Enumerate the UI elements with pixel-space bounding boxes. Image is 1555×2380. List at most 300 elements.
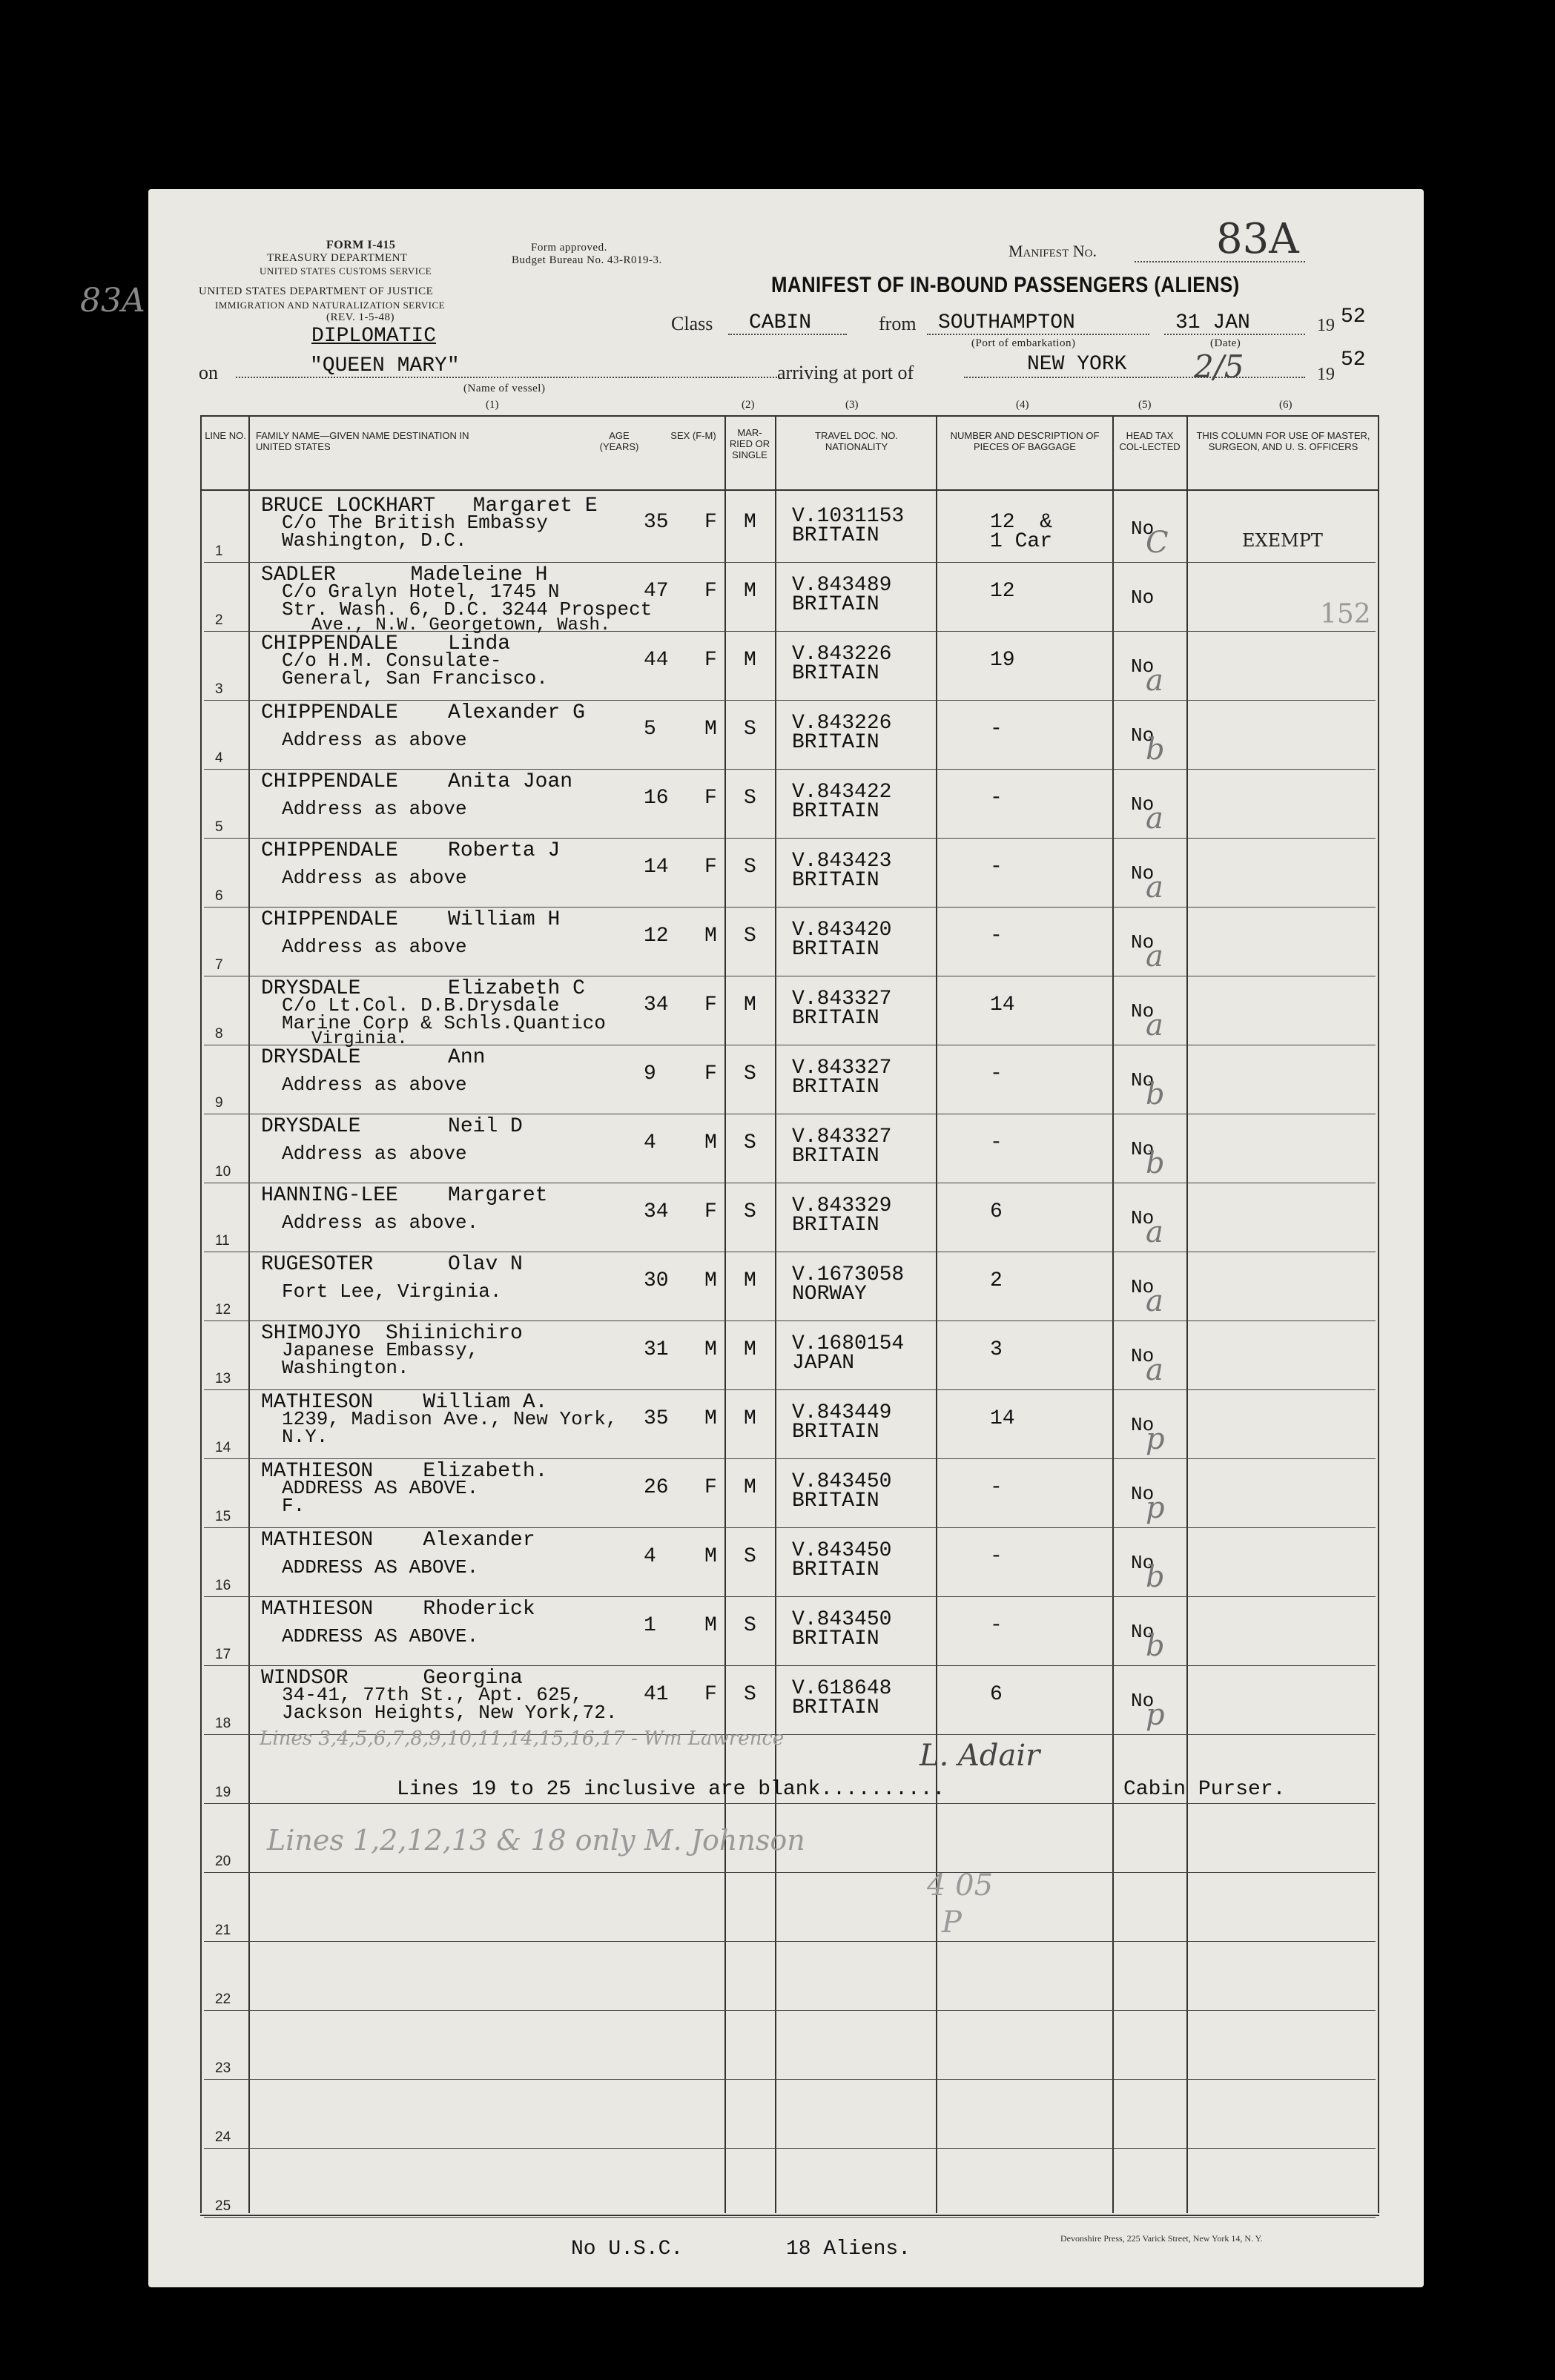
travel-doc-number: V.843420 (792, 919, 892, 942)
class-label: Class (671, 313, 713, 334)
destination-address: C/o The British Embassy (282, 512, 548, 534)
row-rule (204, 2079, 1376, 2080)
handwritten-note: Lines 1,2,12,13 & 18 only M. Johnson (267, 1824, 805, 1857)
year-2: 52 (1341, 348, 1366, 371)
year-prefix-1: 19 (1317, 316, 1335, 335)
baggage-count: 6 (990, 1200, 1003, 1223)
head-tax: No (1131, 1345, 1155, 1367)
head-tax: No (1131, 1552, 1155, 1574)
passenger-name: MATHIESON Alexander (261, 1529, 535, 1552)
sex: F (704, 649, 717, 672)
row-rule (204, 1458, 1376, 1459)
destination-address: Marine Corp & Schls.Quantico (282, 1012, 606, 1034)
row-rule (204, 1596, 1376, 1597)
line-number: 13 (215, 1371, 231, 1386)
line-number: 15 (215, 1509, 231, 1524)
nationality: BRITAIN (792, 800, 879, 823)
age: 14 (644, 856, 669, 879)
binder-hole (95, 1935, 139, 1980)
age: 5 (644, 718, 656, 741)
travel-doc-number: V.843450 (792, 1470, 892, 1493)
officer-mark: a (1146, 870, 1163, 905)
travel-doc-number: V.843423 (792, 850, 892, 873)
baggage-count: - (990, 1476, 1003, 1499)
nationality: BRITAIN (792, 1558, 879, 1581)
date-line (1164, 334, 1305, 335)
destination-address: Ave., N.W. Georgetown, Wash. (311, 615, 611, 635)
travel-doc-number: V.843327 (792, 988, 892, 1011)
officer-mark: b (1146, 1077, 1165, 1111)
baggage-count: 2 (990, 1269, 1003, 1292)
row-rule (204, 1941, 1376, 1942)
officer-note: 152 (1320, 599, 1371, 629)
travel-doc-number: V.843450 (792, 1539, 892, 1562)
age: 12 (644, 925, 669, 948)
officer-mark: a (1146, 664, 1163, 698)
handwritten-note: P (942, 1905, 962, 1940)
year-1: 52 (1341, 305, 1366, 328)
marital-status: M (744, 511, 756, 534)
passenger-name: CHIPPENDALE Linda (261, 632, 511, 655)
binder-hole (95, 1216, 139, 1260)
header-officers: THIS COLUMN FOR USE OF MASTER, SURGEON, AND U. S. OFFICERS (1196, 430, 1370, 452)
sex: F (704, 994, 717, 1017)
baggage-count: - (990, 925, 1003, 948)
passenger-name: HANNING-LEE Margaret (261, 1184, 548, 1207)
destination-address: N.Y. (282, 1426, 329, 1448)
passenger-name: MATHIESON Elizabeth. (261, 1460, 548, 1483)
line-number: 24 (215, 2129, 231, 2145)
nationality: BRITAIN (792, 524, 879, 547)
head-tax: No (1131, 1207, 1155, 1229)
destination-address: Fort Lee, Virginia. (282, 1280, 502, 1303)
nationality: NORWAY (792, 1283, 867, 1306)
marital-status: M (744, 1407, 756, 1430)
travel-doc-number: V.843449 (792, 1401, 892, 1424)
port-line (964, 377, 1305, 378)
destination-address: Str. Wash. 6, D.C. 3244 Prospect (282, 598, 653, 621)
age: 34 (644, 1200, 669, 1223)
nationality: BRITAIN (792, 1076, 879, 1099)
age: 47 (644, 580, 669, 603)
printer-credit: Devonshire Press, 225 Varick Street, New York 14, N. Y. (1060, 2233, 1263, 2244)
header-age: AGE (YEARS) (599, 430, 639, 452)
destination-address: Japanese Embassy, (282, 1339, 479, 1361)
on-label: on (199, 362, 218, 383)
treasury-dept: TREASURY DEPARTMENT (267, 252, 408, 264)
travel-doc-number: V.843226 (792, 712, 892, 735)
age: 16 (644, 787, 669, 810)
handwritten-note: Lines 3,4,5,6,7,8,9,10,11,14,15,16,17 - Wm Lawrence (260, 1728, 785, 1750)
destination-address: Address as above. (282, 1212, 479, 1234)
line-number: 3 (215, 681, 223, 697)
travel-doc-number: V.618648 (792, 1677, 892, 1700)
row-rule (204, 1389, 1376, 1390)
line-number: 10 (215, 1164, 231, 1180)
destination-address: C/o Gralyn Hotel, 1745 N (282, 581, 560, 603)
sex: M (704, 1131, 717, 1154)
marital-status: M (744, 1269, 756, 1292)
row-rule (204, 1872, 1376, 1873)
marital-status: M (744, 580, 756, 603)
passenger-name: DRYSDALE Neil D (261, 1115, 523, 1138)
form-number: FORM I-415 (326, 239, 396, 251)
baggage-count: - (990, 1062, 1003, 1085)
usc-count: No U.S.C. (571, 2238, 684, 2261)
passenger-name: CHIPPENDALE Anita Joan (261, 770, 573, 793)
officer-mark: a (1146, 1353, 1163, 1387)
officer-mark: a (1146, 939, 1163, 974)
row-rule (204, 1665, 1376, 1666)
travel-doc-number: V.843329 (792, 1194, 892, 1217)
line-number: 9 (215, 1095, 223, 1111)
passenger-name: SHIMOJYO Shiinichiro (261, 1322, 523, 1345)
officer-mark: C (1146, 526, 1169, 560)
destination-address: 1239, Madison Ave., New York, (282, 1408, 618, 1430)
baggage-count: - (990, 856, 1003, 879)
header-baggage: NUMBER AND DESCRIPTION OF PIECES OF BAGGAGE (950, 430, 1100, 452)
manifest-no-label: Manifest No. (1008, 242, 1097, 260)
row-rule (204, 700, 1376, 701)
class-line (728, 334, 847, 335)
passenger-name: BRUCE LOCKHART Margaret E (261, 495, 598, 518)
sex: F (704, 1476, 717, 1499)
age: 26 (644, 1476, 669, 1499)
line-number: 14 (215, 1440, 231, 1455)
marital-status: S (744, 1545, 756, 1568)
sex: F (704, 1062, 717, 1085)
arriving-label: arriving at port of (777, 362, 914, 383)
baggage-count: 3 (990, 1338, 1003, 1361)
destination-address: Address as above (282, 936, 467, 958)
budget-bureau: Budget Bureau No. 43-R019-3. (512, 254, 662, 266)
row-rule (204, 907, 1376, 908)
line-number: 25 (215, 2198, 231, 2214)
column-divider (724, 415, 726, 2213)
line-number: 19 (215, 1785, 231, 1800)
table-edge-left (200, 415, 202, 2213)
passenger-name: SADLER Madeleine H (261, 563, 548, 586)
travel-doc-number: V.843327 (792, 1125, 892, 1148)
line-number: 16 (215, 1578, 231, 1593)
head-tax: No (1131, 1483, 1155, 1505)
sex: M (704, 925, 717, 948)
handwritten-note: 4 05 (927, 1868, 994, 1903)
head-tax: No (1131, 1621, 1155, 1643)
baggage-count: - (990, 787, 1003, 810)
destination-address: Address as above (282, 867, 467, 889)
row-rule (204, 1320, 1376, 1321)
baggage-count: - (990, 1614, 1003, 1637)
marital-status: S (744, 1131, 756, 1154)
ins-heading: IMMIGRATION AND NATURALIZATION SERVICE (215, 300, 446, 311)
line-number: 23 (215, 2060, 231, 2076)
sex: F (704, 1683, 717, 1706)
line-number: 11 (215, 1233, 230, 1249)
officer-note: EXEMPT (1242, 530, 1323, 551)
destination-address: Virginia. (311, 1029, 408, 1049)
nationality: BRITAIN (792, 1490, 879, 1513)
sex: M (704, 1338, 717, 1361)
line-number: 22 (215, 1991, 231, 2007)
row-rule (204, 562, 1376, 563)
marital-status: S (744, 925, 756, 948)
age: 1 (644, 1614, 656, 1637)
head-tax: No (1131, 1276, 1155, 1298)
destination-address: Washington. (282, 1357, 409, 1379)
nationality: BRITAIN (792, 1007, 879, 1030)
passenger-name: WINDSOR Georgina (261, 1667, 523, 1690)
nationality: BRITAIN (792, 869, 879, 892)
travel-doc-number: V.843422 (792, 781, 892, 804)
officer-mark: b (1146, 1629, 1165, 1663)
revision: (REV. 1-5-48) (326, 311, 395, 323)
line-number: 7 (215, 957, 223, 973)
age: 9 (644, 1062, 656, 1085)
blank-lines-statement: Lines 19 to 25 inclusive are blank.......... (397, 1778, 945, 1801)
sex: F (704, 511, 717, 534)
baggage-count: 1 Car (990, 530, 1053, 553)
purser-signature: L. Adair (920, 1739, 1040, 1773)
destination-address: Address as above (282, 729, 467, 751)
nationality: JAPAN (792, 1352, 855, 1375)
vessel-name: "QUEEN MARY" (310, 354, 460, 377)
officer-mark: b (1146, 1560, 1165, 1594)
nationality: BRITAIN (792, 662, 879, 685)
line-number: 17 (215, 1647, 231, 1662)
officer-mark: a (1146, 1284, 1163, 1318)
travel-doc-number: V.1673058 (792, 1263, 905, 1286)
line-number: 21 (215, 1923, 231, 1938)
binder-hole (95, 1561, 139, 1605)
row-rule (204, 1803, 1376, 1804)
nationality: BRITAIN (792, 1214, 879, 1237)
passenger-name: CHIPPENDALE William H (261, 908, 561, 931)
sex: M (704, 1614, 717, 1637)
column-number: (4) (1016, 399, 1029, 411)
nationality: BRITAIN (792, 1145, 879, 1168)
date-value: 31 JAN (1175, 311, 1250, 334)
line-number: 6 (215, 888, 223, 904)
margin-handwriting: 83A (80, 282, 145, 320)
binder-hole (95, 356, 139, 400)
head-tax: No (1131, 1069, 1155, 1091)
table-edge-right (1378, 415, 1379, 2213)
header-rule (200, 489, 1379, 491)
destination-address: Washington, D.C. (282, 529, 467, 552)
destination-address: C/o H.M. Consulate- (282, 649, 502, 672)
sex: F (704, 856, 717, 879)
travel-doc-number: V.1680154 (792, 1332, 905, 1355)
officer-mark: p (1146, 1698, 1165, 1732)
destination-address: Jackson Heights, New York,72. (282, 1702, 618, 1724)
destination-address: ADDRESS AS ABOVE. (282, 1477, 479, 1499)
age: 35 (644, 1407, 669, 1430)
marital-status: S (744, 1683, 756, 1706)
diplomatic-stamp: DIPLOMATIC (311, 325, 437, 348)
binder-hole (95, 730, 139, 775)
officer-mark: a (1146, 801, 1163, 836)
sex: M (704, 718, 717, 741)
destination-address: General, San Francisco. (282, 667, 548, 690)
destination-address: Address as above (282, 798, 467, 820)
line-number: 18 (215, 1716, 231, 1731)
column-divider (936, 415, 937, 2213)
column-divider (1112, 415, 1114, 2213)
from-value: SOUTHAMPTON (938, 311, 1075, 334)
passenger-name: DRYSDALE Ann (261, 1046, 486, 1069)
column-number: (1) (486, 399, 499, 411)
passenger-name: MATHIESON William A. (261, 1391, 548, 1414)
from-line (927, 334, 1149, 335)
baggage-count: 6 (990, 1683, 1003, 1706)
nationality: BRITAIN (792, 593, 879, 616)
header-travel-doc: TRAVEL DOC. NO. NATIONALITY (815, 430, 898, 452)
head-tax: No (1131, 1690, 1155, 1712)
column-divider (1186, 415, 1188, 2213)
officer-mark: p (1146, 1422, 1165, 1456)
destination-address: ADDRESS AS ABOVE. (282, 1556, 479, 1579)
sex: M (704, 1269, 717, 1292)
line-number: 20 (215, 1854, 231, 1869)
line-number: 12 (215, 1302, 231, 1318)
header-name: FAMILY NAME—GIVEN NAME DESTINATION IN UNITED STATES (256, 430, 469, 452)
age: 4 (644, 1131, 656, 1154)
head-tax: No (1131, 862, 1155, 885)
destination-address: Address as above (282, 1143, 467, 1165)
age: 35 (644, 511, 669, 534)
head-tax: No (1131, 655, 1155, 678)
nationality: BRITAIN (792, 938, 879, 961)
row-rule (204, 2217, 1376, 2218)
passenger-name: DRYSDALE Elizabeth C (261, 977, 585, 1000)
marital-status: S (744, 787, 756, 810)
arrival-date: 2/5 (1194, 348, 1244, 385)
destination-address: Address as above (282, 1074, 467, 1096)
destination-address: 34-41, 77th St., Apt. 625, (282, 1684, 583, 1706)
head-tax: No (1131, 931, 1155, 953)
column-number: (6) (1279, 399, 1292, 411)
head-tax: No (1131, 1138, 1155, 1160)
column-number: (3) (845, 399, 859, 411)
line-number: 1 (215, 543, 223, 559)
sex: F (704, 1200, 717, 1223)
age: 4 (644, 1545, 656, 1568)
header-line-no: LINE NO. (205, 430, 246, 441)
sex: F (704, 580, 717, 603)
officer-mark: p (1146, 1491, 1165, 1525)
line-number: 8 (215, 1026, 223, 1042)
nationality: BRITAIN (792, 1421, 879, 1444)
form-approved: Form approved. (531, 242, 607, 254)
baggage-count: - (990, 1131, 1003, 1154)
destination-address: F. (282, 1495, 306, 1517)
travel-doc-number: V.843450 (792, 1608, 892, 1631)
officer-mark: b (1146, 733, 1165, 767)
sex: M (704, 1545, 717, 1568)
baggage-count: 14 (990, 1407, 1015, 1430)
age: 44 (644, 649, 669, 672)
passenger-name: CHIPPENDALE Roberta J (261, 839, 561, 862)
officer-mark: a (1146, 1215, 1163, 1249)
baggage-count: 12 (990, 580, 1015, 603)
manifest-no-value: 83A (1216, 215, 1299, 263)
baggage-count: 19 (990, 649, 1015, 672)
aliens-count: 18 Aliens. (786, 2238, 911, 2261)
nationality: BRITAIN (792, 1696, 879, 1719)
line-number: 4 (215, 750, 223, 766)
header-sex: SEX (F-M) (670, 430, 716, 441)
baggage-count: 12 & (990, 511, 1053, 534)
binder-hole (95, 2069, 139, 2113)
baggage-count: - (990, 718, 1003, 741)
row-rule (204, 1527, 1376, 1528)
passenger-name: MATHIESON Rhoderick (261, 1598, 535, 1621)
destination-address: ADDRESS AS ABOVE. (282, 1625, 479, 1647)
arriving-port: NEW YORK (1027, 353, 1127, 376)
head-tax: No (1131, 586, 1155, 609)
age: 41 (644, 1683, 669, 1706)
manifest-title: MANIFEST OF IN-BOUND PASSENGERS (ALIENS) (771, 273, 1240, 297)
head-tax: No (1131, 1414, 1155, 1436)
line-number: 2 (215, 612, 223, 628)
marital-status: M (744, 1338, 756, 1361)
officer-mark: a (1146, 1008, 1163, 1042)
travel-doc-number: V.843489 (792, 574, 892, 597)
binder-hole (95, 864, 139, 908)
sex: F (704, 787, 717, 810)
marital-status: M (744, 1476, 756, 1499)
marital-status: S (744, 856, 756, 879)
marital-status: S (744, 718, 756, 741)
marital-status: S (744, 1614, 756, 1637)
destination-address: C/o Lt.Col. D.B.Drysdale (282, 994, 560, 1017)
from-label: from (879, 313, 917, 334)
head-tax: No (1131, 1000, 1155, 1022)
marital-status: S (744, 1062, 756, 1085)
class-value: CABIN (749, 311, 812, 334)
marital-status: S (744, 1200, 756, 1223)
doj-heading: UNITED STATES DEPARTMENT OF JUSTICE (199, 285, 434, 297)
binder-hole (95, 400, 139, 445)
nationality: BRITAIN (792, 731, 879, 754)
vessel-caption: (Name of vessel) (463, 383, 546, 394)
officer-mark: b (1146, 1146, 1165, 1180)
port-embark-caption: (Port of embarkation) (971, 337, 1076, 349)
header-married: MAR-RIED OR SINGLE (729, 427, 770, 460)
baggage-count: 14 (990, 994, 1015, 1017)
age: 31 (644, 1338, 669, 1361)
head-tax: No (1131, 518, 1155, 540)
head-tax: No (1131, 724, 1155, 747)
baggage-count: - (990, 1545, 1003, 1568)
passenger-name: RUGESOTER Olav N (261, 1253, 523, 1276)
year-prefix-2: 19 (1317, 365, 1335, 384)
row-rule (204, 769, 1376, 770)
age: 30 (644, 1269, 669, 1292)
passenger-name: CHIPPENDALE Alexander G (261, 701, 585, 724)
row-rule (204, 2010, 1376, 2011)
sex: M (704, 1407, 717, 1430)
vessel-line (236, 377, 777, 378)
header-head-tax: HEAD TAX COL-LECTED (1119, 430, 1181, 452)
marital-status: M (744, 994, 756, 1017)
customs-service: UNITED STATES CUSTOMS SERVICE (260, 265, 432, 277)
column-divider (248, 415, 250, 2213)
travel-doc-number: V.1031153 (792, 505, 905, 528)
travel-doc-number: V.843226 (792, 643, 892, 666)
date-caption: (Date) (1210, 337, 1241, 349)
